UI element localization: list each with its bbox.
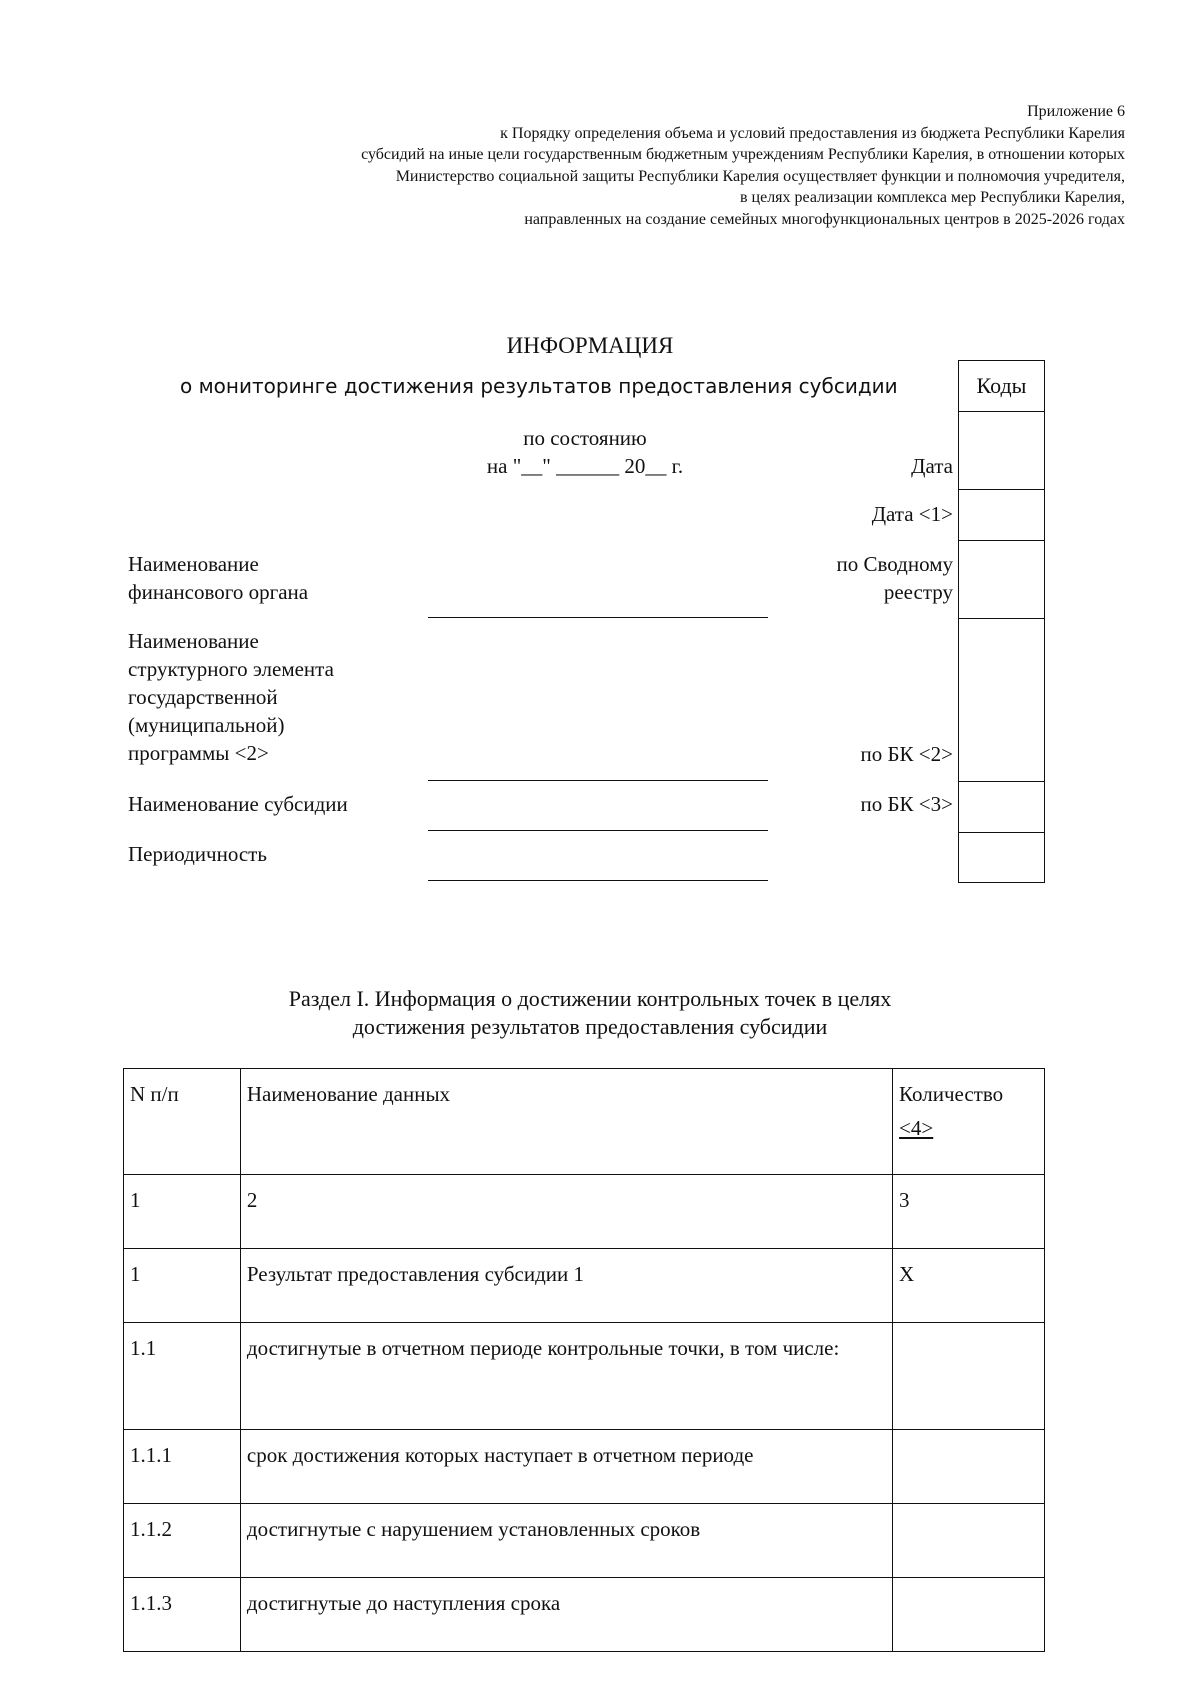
cell-name: 2 [240,1175,892,1249]
fin-org-label-line: финансового органа [128,580,309,604]
struct-element-label [128,627,334,767]
column-header-qty [893,1069,1045,1175]
header-line: направленных на создание семейных многофункциональных центров в 2025-2026 годах [524,210,1125,228]
as-of-line1: по состоянию [523,426,647,450]
cell-name: Результат предоставления субсидии 1 [240,1249,892,1323]
appendix-header [145,101,1125,230]
cell-name: достигнутые в отчетном периоде контрольные точки, в том числе: [240,1323,892,1430]
header-line: к Порядку определения объема и условий предоставления из бюджета Республики Карелия [500,124,1125,142]
cell-qty[interactable] [893,1323,1045,1430]
header-line: Приложение 6 [1027,103,1125,120]
codes-table [958,360,1045,883]
table-row [124,1249,1045,1323]
section-title [180,985,1000,1041]
svod-label-line: по Сводному [836,552,953,576]
control-points-table [123,1068,1045,1652]
cell-qty: 3 [893,1175,1045,1249]
table-row [124,1504,1045,1578]
fin-org-label [128,550,308,606]
footnote-link-4[interactable]: <4> [899,1116,934,1140]
bk3-label: по БК <3> [860,792,953,816]
code-date1-cell[interactable] [959,490,1045,541]
cell-name: достигнутые до наступления срока [240,1578,892,1652]
cell-qty[interactable] [893,1430,1045,1504]
cell-num: 1.1 [124,1323,241,1430]
cell-num: 1.1.1 [124,1430,241,1504]
column-header-num: N п/п [124,1069,241,1175]
fin-org-label-line: Наименование [128,552,259,576]
as-of-date [420,424,750,480]
struct-element-input-line[interactable] [428,780,768,781]
document-title: ИНФОРМАЦИЯ [506,333,674,358]
header-line: субсидий на иные цели государственным бюджетным учреждениям Республики Карелия, в отношении которых [361,146,1125,163]
table-row [124,1578,1045,1652]
periodicity-label: Периодичность [128,842,267,866]
date-label: Дата [911,454,953,478]
table-header-row [124,1069,1045,1175]
table-row [124,1175,1045,1249]
as-of-line2: на "__" ______ 20__ г. [486,454,684,478]
subsidy-name-label: Наименование субсидии [128,792,348,816]
code-period-cell[interactable] [959,833,1045,883]
cell-name: достигнутые с нарушением установленных сроков [240,1504,892,1578]
cell-name: срок достижения которых наступает в отчетном периоде [240,1430,892,1504]
date1-label: Дата <1> [871,502,953,526]
cell-num: 1 [124,1175,241,1249]
header-line: Министерство социальной защиты Республики Карелия осуществляет функции и полномочия учредителя, [395,167,1125,185]
code-svod-cell[interactable] [959,541,1045,619]
cell-qty: X [893,1249,1045,1323]
qty-header-text: Количество [899,1082,1004,1106]
table-row [124,1323,1045,1430]
struct-label-line: структурного элемента [128,657,334,681]
struct-label-line: государственной [128,685,278,709]
code-bk3-cell[interactable] [959,782,1045,833]
header-line: в целях реализации комплекса мер Республики Карелия, [739,189,1125,206]
document-subtitle: о мониторинге достижения результатов предоставления субсидии [180,374,898,398]
cell-num: 1 [124,1249,241,1323]
bk2-label: по БК <2> [860,742,953,766]
cell-qty[interactable] [893,1504,1045,1578]
column-header-name: Наименование данных [240,1069,892,1175]
fin-org-input-line[interactable] [428,617,768,618]
svod-label [837,550,953,606]
struct-label-line: программы <2> [128,741,269,765]
struct-label-line: Наименование [128,629,259,653]
cell-num: 1.1.3 [124,1578,241,1652]
table-row [124,1430,1045,1504]
section-title-line: Раздел I. Информация о достижении контрольных точек в целях [288,986,892,1011]
code-bk2-cell[interactable] [959,619,1045,782]
cell-num: 1.1.2 [124,1504,241,1578]
svod-label-line: реестру [883,580,953,604]
subsidy-name-input-line[interactable] [428,830,768,831]
section-title-line: достижения результатов предоставления субсидии [352,1014,828,1039]
codes-header-cell: Коды [959,361,1045,412]
code-date-cell[interactable] [959,412,1045,490]
periodicity-input-line[interactable] [428,880,768,881]
struct-label-line: (муниципальной) [128,713,285,737]
cell-qty[interactable] [893,1578,1045,1652]
